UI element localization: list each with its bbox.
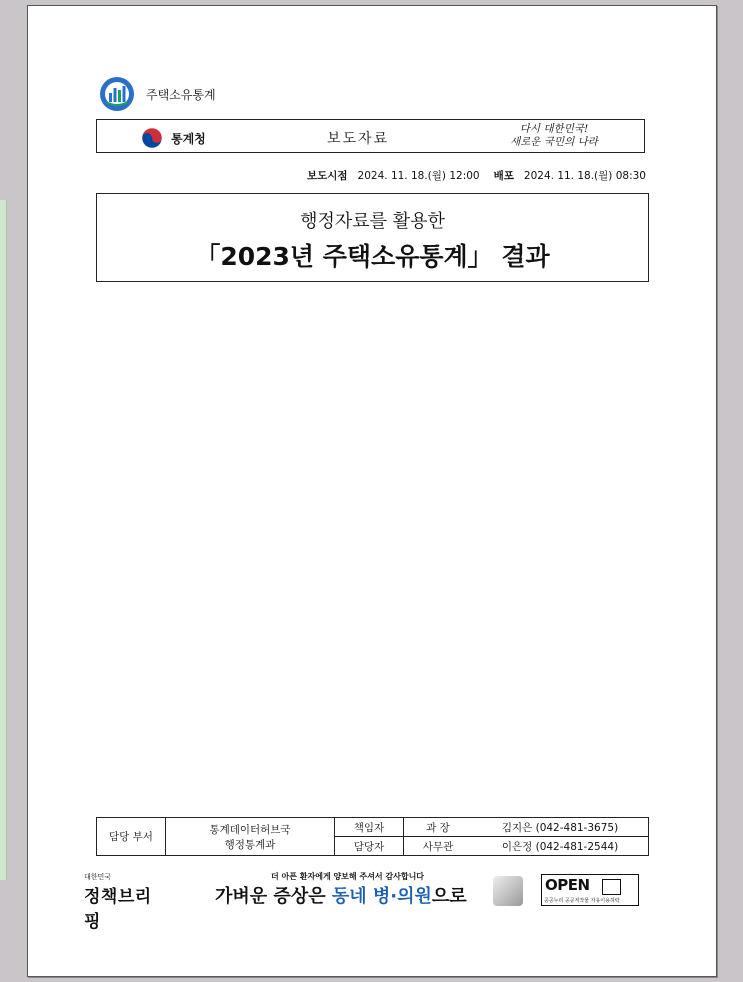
- title-box: [96, 193, 649, 282]
- agency-brand: [141, 127, 206, 149]
- slogan-line2: 새로운 국민의 나라: [510, 136, 598, 148]
- logo-big-text: 정책브리핑: [84, 887, 152, 932]
- policy-briefing-logo[interactable]: [84, 872, 164, 932]
- statistics-emblem-icon: [98, 75, 136, 113]
- series-label: 주택소유통계: [146, 87, 216, 102]
- person-staff: 이은정 (042-481-2544): [472, 837, 649, 856]
- press-header: [96, 119, 645, 153]
- banner-big-a: 가벼운 증상은: [215, 886, 332, 907]
- clinic-campaign-banner[interactable]: [211, 868, 523, 914]
- role-staff: 담당자: [335, 837, 404, 856]
- release-value: 2024. 11. 18.(월) 12:00: [357, 170, 480, 182]
- title-staff: 사무관: [404, 837, 473, 856]
- contact-table: [96, 817, 649, 856]
- dept-label: 담당 부서: [97, 818, 166, 856]
- distribute-value: 2024. 11. 18.(월) 08:30: [523, 170, 646, 182]
- agency-name: 통계청: [171, 131, 206, 146]
- role-lead: 책임자: [335, 818, 404, 837]
- page-subtitle: 행정자료를 활용한: [300, 211, 445, 232]
- footer-banners: [84, 868, 664, 932]
- document-page: [27, 5, 717, 977]
- open-word: OPEN: [545, 876, 590, 894]
- person-icon: [602, 879, 621, 895]
- doc-type: 보도자료: [327, 131, 390, 147]
- release-info: [307, 168, 646, 183]
- release-label: 보도시점: [306, 170, 348, 182]
- banner-image: [493, 876, 523, 906]
- taegeuk-icon: [141, 127, 163, 149]
- slogan: [492, 123, 616, 149]
- banner-big-b: 동네 병·의원: [331, 886, 432, 907]
- brand-row: [98, 75, 216, 113]
- logo-small-text: 대한민국: [84, 873, 112, 881]
- title-lead: 과 장: [404, 818, 473, 837]
- banner-small-text: 더 아픈 환자에게 양보해 주셔서 감사합니다: [271, 872, 425, 881]
- dept-name: [166, 818, 335, 856]
- person-lead: 김지은 (042-481-3675): [472, 818, 649, 837]
- open-caption: 공공누리 공공저작물 자유이용허락: [544, 898, 620, 904]
- banner-big-c: 으로: [431, 886, 467, 907]
- slogan-line1: 다시 대한민국!: [519, 123, 589, 135]
- dept-line2: 행정통계과: [224, 838, 276, 851]
- table-row: [97, 818, 649, 837]
- page-title: 「2023년 주택소유통계」 결과: [195, 242, 550, 271]
- dept-line1: 통계데이터허브국: [209, 823, 291, 836]
- distribute-label: 배포: [493, 170, 514, 182]
- open-license-badge[interactable]: [541, 874, 639, 906]
- side-scroll-strip: [0, 200, 7, 880]
- banner-big-text: [215, 882, 467, 908]
